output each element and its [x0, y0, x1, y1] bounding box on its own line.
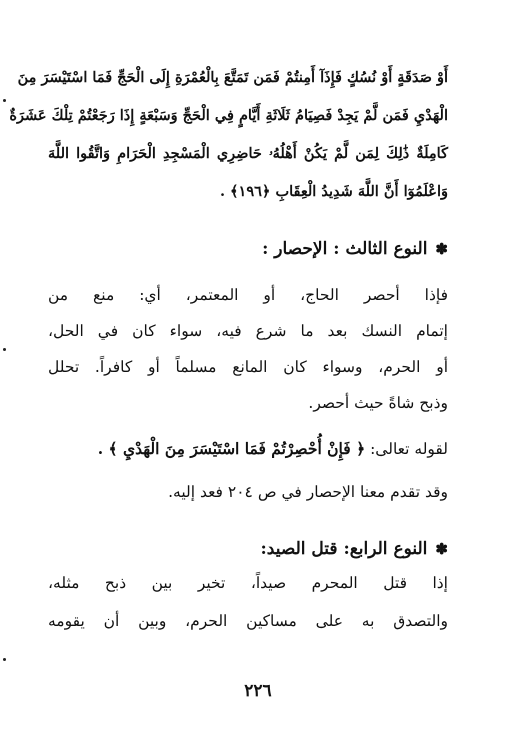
quote-intro: لقوله تعالى:	[365, 440, 448, 458]
reference-line: وقد تقدم معنا الإحصار في ص ٢٠٤ فعد إليه.	[168, 483, 448, 501]
scan-speck	[3, 658, 6, 661]
para-hunt-line-1: إذا قتل المحرم صيداً، تخير بين ذبح مثله،	[48, 574, 448, 592]
para-hunt-line-2: والتصدق به على مساكين الحرم، وبين أن يقومه	[48, 612, 448, 630]
para-ihsar-line-4: وذبح شاةً حيث أحصر.	[308, 394, 448, 412]
asterisk-icon: ✽	[435, 540, 448, 558]
quote-line	[48, 437, 448, 461]
asterisk-icon: ✽	[435, 240, 448, 258]
scan-speck	[3, 99, 6, 102]
verse-line-2: الْهَدْيِ فَمَن لَّمْ يَجِدْ فَصِيَامُ ثَلَاثَةِ أَيَّامٍ فِي الْحَجِّ وَسَبْعَةٍ إِذَا رَجَعْتُمْ تِلْكَ عَشَرَةٌ	[9, 107, 448, 124]
para-ihsar-line-3: أو الحرم، وسواء كان المانع مسلماً أو كافراً. تحلل	[48, 358, 448, 376]
page-number: ٢٢٦	[244, 681, 272, 701]
quote-verse: ﴿ فَإِنْ أُحْصِرْتُمْ فَمَا اسْتَيْسَرَ مِنَ الْهَدْيِ ﴾ .	[97, 439, 366, 458]
section-heading-fourth	[48, 536, 448, 562]
section-heading-fourth-text: النوع الرابع: قتل الصيد:	[260, 539, 428, 559]
para-ihsar-line-1: فإذا أحصر الحاج، أو المعتمر، أي: منع من	[48, 286, 448, 304]
section-heading-third-text: النوع الثالث : الإحصار :	[262, 239, 428, 259]
para-ihsar-line-2: إتمام النسك بعد ما شرع فيه، سواء كان في الحل،	[48, 322, 448, 340]
verse-line-4: وَاعْلَمُوٓا أَنَّ اللَّهَ شَدِيدُ الْعِقَابِ ﴿١٩٦﴾ .	[219, 183, 448, 200]
verse-line-3: كَامِلَةٌ ذَٰلِكَ لِمَن لَّمْ يَكُنْ أَهْلُهُۥ حَاضِرِي الْمَسْجِدِ الْحَرَامِ وَاتَّقُوا اللَّهَ	[48, 145, 448, 162]
scan-speck	[3, 348, 6, 351]
section-heading-third	[48, 236, 448, 262]
verse-line-1: أَوْ صَدَقَةٍ أَوْ نُسُكٍ فَإِذَآ أَمِنتُمْ فَمَن تَمَتَّعَ بِالْعُمْرَةِ إِلَى الْحَجِّ فَمَا اسْتَيْسَرَ مِنَ	[17, 69, 448, 86]
